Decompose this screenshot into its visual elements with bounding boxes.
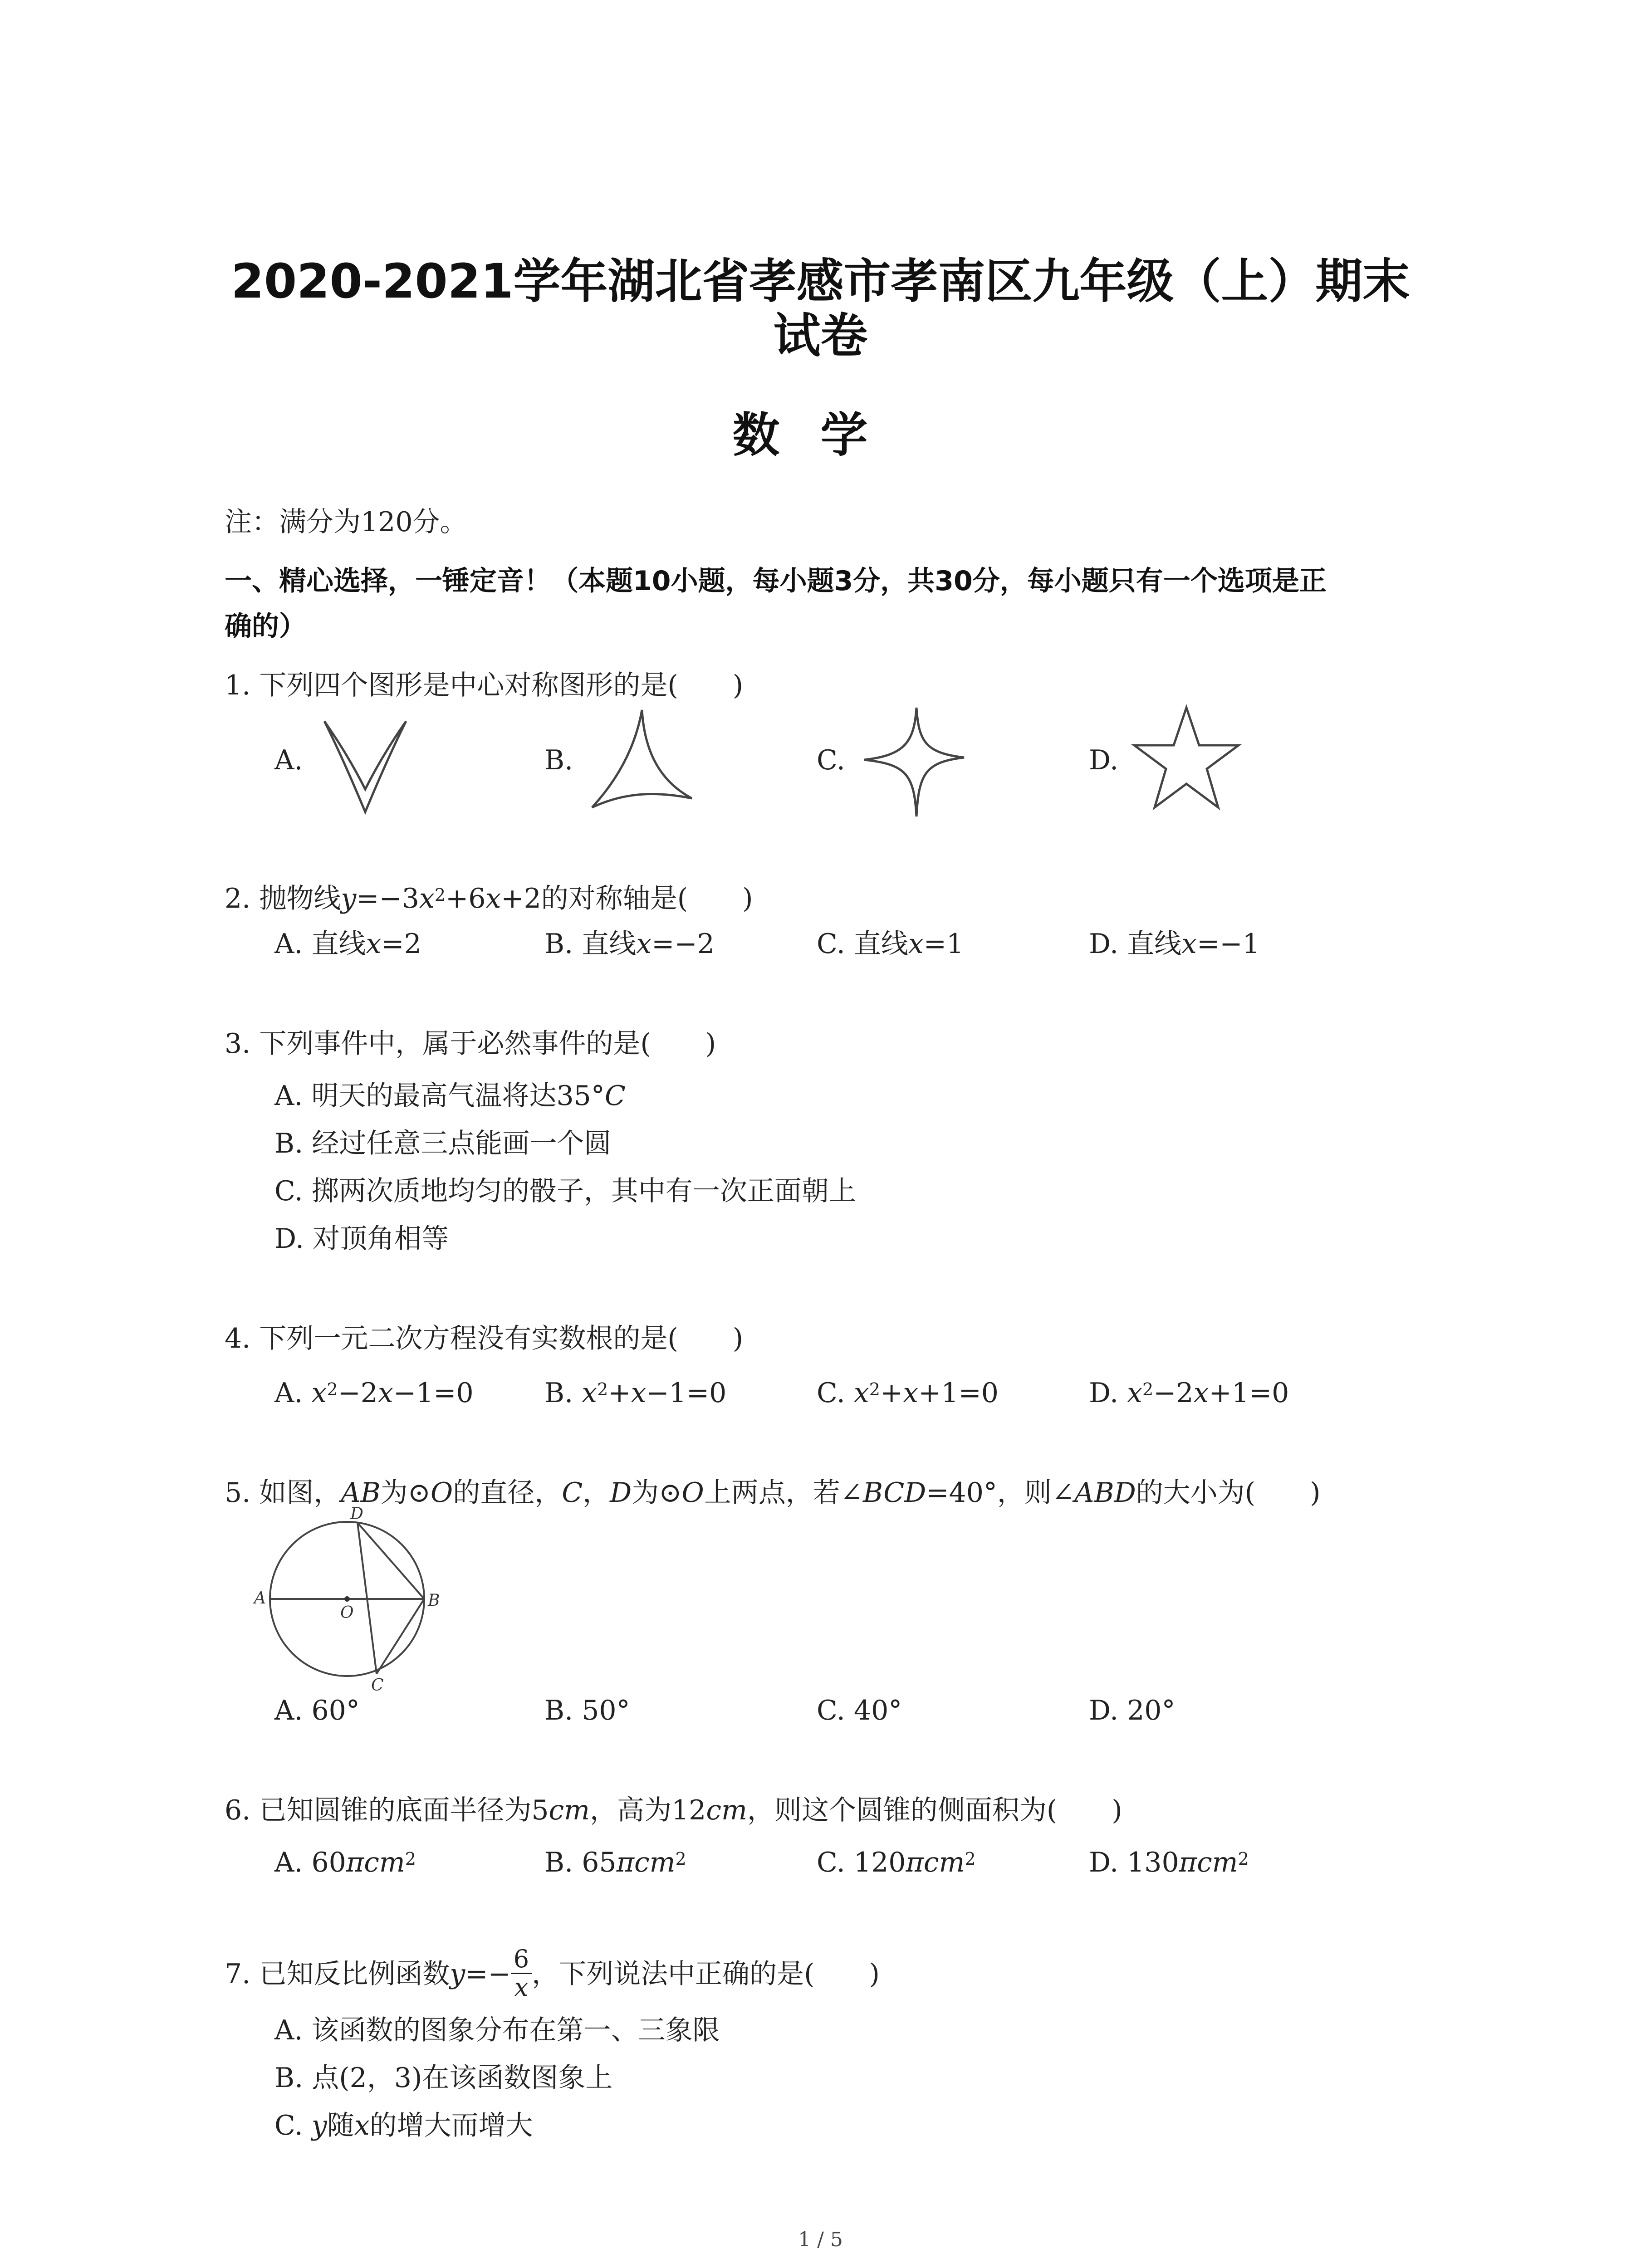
q5-option-a: A. 60° <box>274 1695 360 1726</box>
page-number: 1 / 5 <box>798 2228 843 2251</box>
q4-option-a: A. $x^2-2x-1=0$ <box>274 1377 474 1409</box>
q5-option-c: C. 40° <box>817 1695 902 1726</box>
q1-option-d-label: D. <box>1089 744 1119 776</box>
q5-stem: 5. 如图，AB为⊙O的直径，C，D为⊙O上两点，若∠BCD=40°，则∠ABD的大小为( ) <box>225 1477 1321 1509</box>
point-label-b: B <box>428 1591 440 1610</box>
q2-option-b: B. 直线x=−2 <box>544 928 715 960</box>
q3-option-c: C. 掷两次质地均匀的骰子，其中有一次正面朝上 <box>274 1175 856 1207</box>
q4-stem: 4. 下列一元二次方程没有实数根的是( ) <box>225 1323 744 1354</box>
five-point-star-icon <box>1132 705 1241 814</box>
q7-option-a: A. 该函数的图象分布在第一、三象限 <box>274 2014 720 2046</box>
q5-option-b: B. 50° <box>544 1695 630 1726</box>
q4-option-d: D. $x^2-2x+1=0$ <box>1089 1377 1289 1409</box>
curved-triangle-icon <box>590 708 694 812</box>
q6-option-a: A. 60πcm$^2$ <box>274 1847 416 1878</box>
exam-title-line2: 试卷 <box>773 308 868 363</box>
section-heading-line2: 确的） <box>225 611 306 642</box>
q6-option-b: B. 65πcm$^2$ <box>544 1847 686 1878</box>
q3-option-d: D. 对顶角相等 <box>274 1223 449 1255</box>
q1-option-c-label: C. <box>817 744 845 776</box>
four-point-star-icon <box>862 705 966 819</box>
q6-stem: 6. 已知圆锥的底面半径为5cm，高为12cm，则这个圆锥的侧面积为( ) <box>225 1794 1122 1826</box>
q2-option-a: A. 直线x=2 <box>274 928 421 960</box>
q2-stem: 2. 抛物线$y=-3x^2+6x+2$的对称轴是( ) <box>225 883 753 914</box>
section-heading-line1: 一、精心选择，一锤定音！（本题10小题，每小题3分，共30分，每小题只有一个选项是正 <box>225 565 1327 597</box>
q5-option-d: D. 20° <box>1089 1695 1176 1726</box>
q3-option-a: A. 明天的最高气温将达35°C <box>274 1080 626 1112</box>
q4-option-c: C. $x^2+x+1=0$ <box>817 1377 999 1409</box>
v-shape-icon <box>322 717 408 816</box>
exam-title-line1: 2020-2021学年湖北省孝感市孝南区九年级（上）期末 <box>231 254 1410 309</box>
q3-stem: 3. 下列事件中，属于必然事件的是( ) <box>225 1028 716 1060</box>
q6-option-d: D. 130πcm$^2$ <box>1089 1847 1249 1878</box>
point-label-d: D <box>350 1505 363 1523</box>
q7-option-c: C. y随x的增大而增大 <box>274 2110 533 2141</box>
score-note: 注：满分为120分。 <box>225 506 467 538</box>
q2-option-d: D. 直线x=−1 <box>1089 928 1260 960</box>
q4-option-b: B. $x^2+x-1=0$ <box>544 1377 727 1409</box>
q7-option-b: B. 点(2，3)在该函数图象上 <box>274 2062 613 2094</box>
circle-geometry-figure <box>254 1505 445 1695</box>
q1-option-b-label: B. <box>544 744 573 776</box>
q7-stem: 7. 已知反比例函数y=− $\frac{6}{x}$ ，下列说法中正确的是( ) <box>225 1945 880 2002</box>
point-label-o: O <box>340 1603 354 1622</box>
q2-option-c: C. 直线x=1 <box>817 928 964 960</box>
point-label-c: C <box>371 1676 384 1695</box>
q3-option-b: B. 经过任意三点能画一个圆 <box>274 1128 612 1159</box>
q1-stem: 1. 下列四个图形是中心对称图形的是( ) <box>225 670 744 701</box>
point-label-a: A <box>254 1589 266 1608</box>
fraction: $\frac{6}{x}$ <box>511 1945 532 2001</box>
q6-option-c: C. 120πcm$^2$ <box>817 1847 976 1878</box>
q1-option-a-label: A. <box>274 744 303 776</box>
subject-title: 数学 <box>732 407 909 463</box>
